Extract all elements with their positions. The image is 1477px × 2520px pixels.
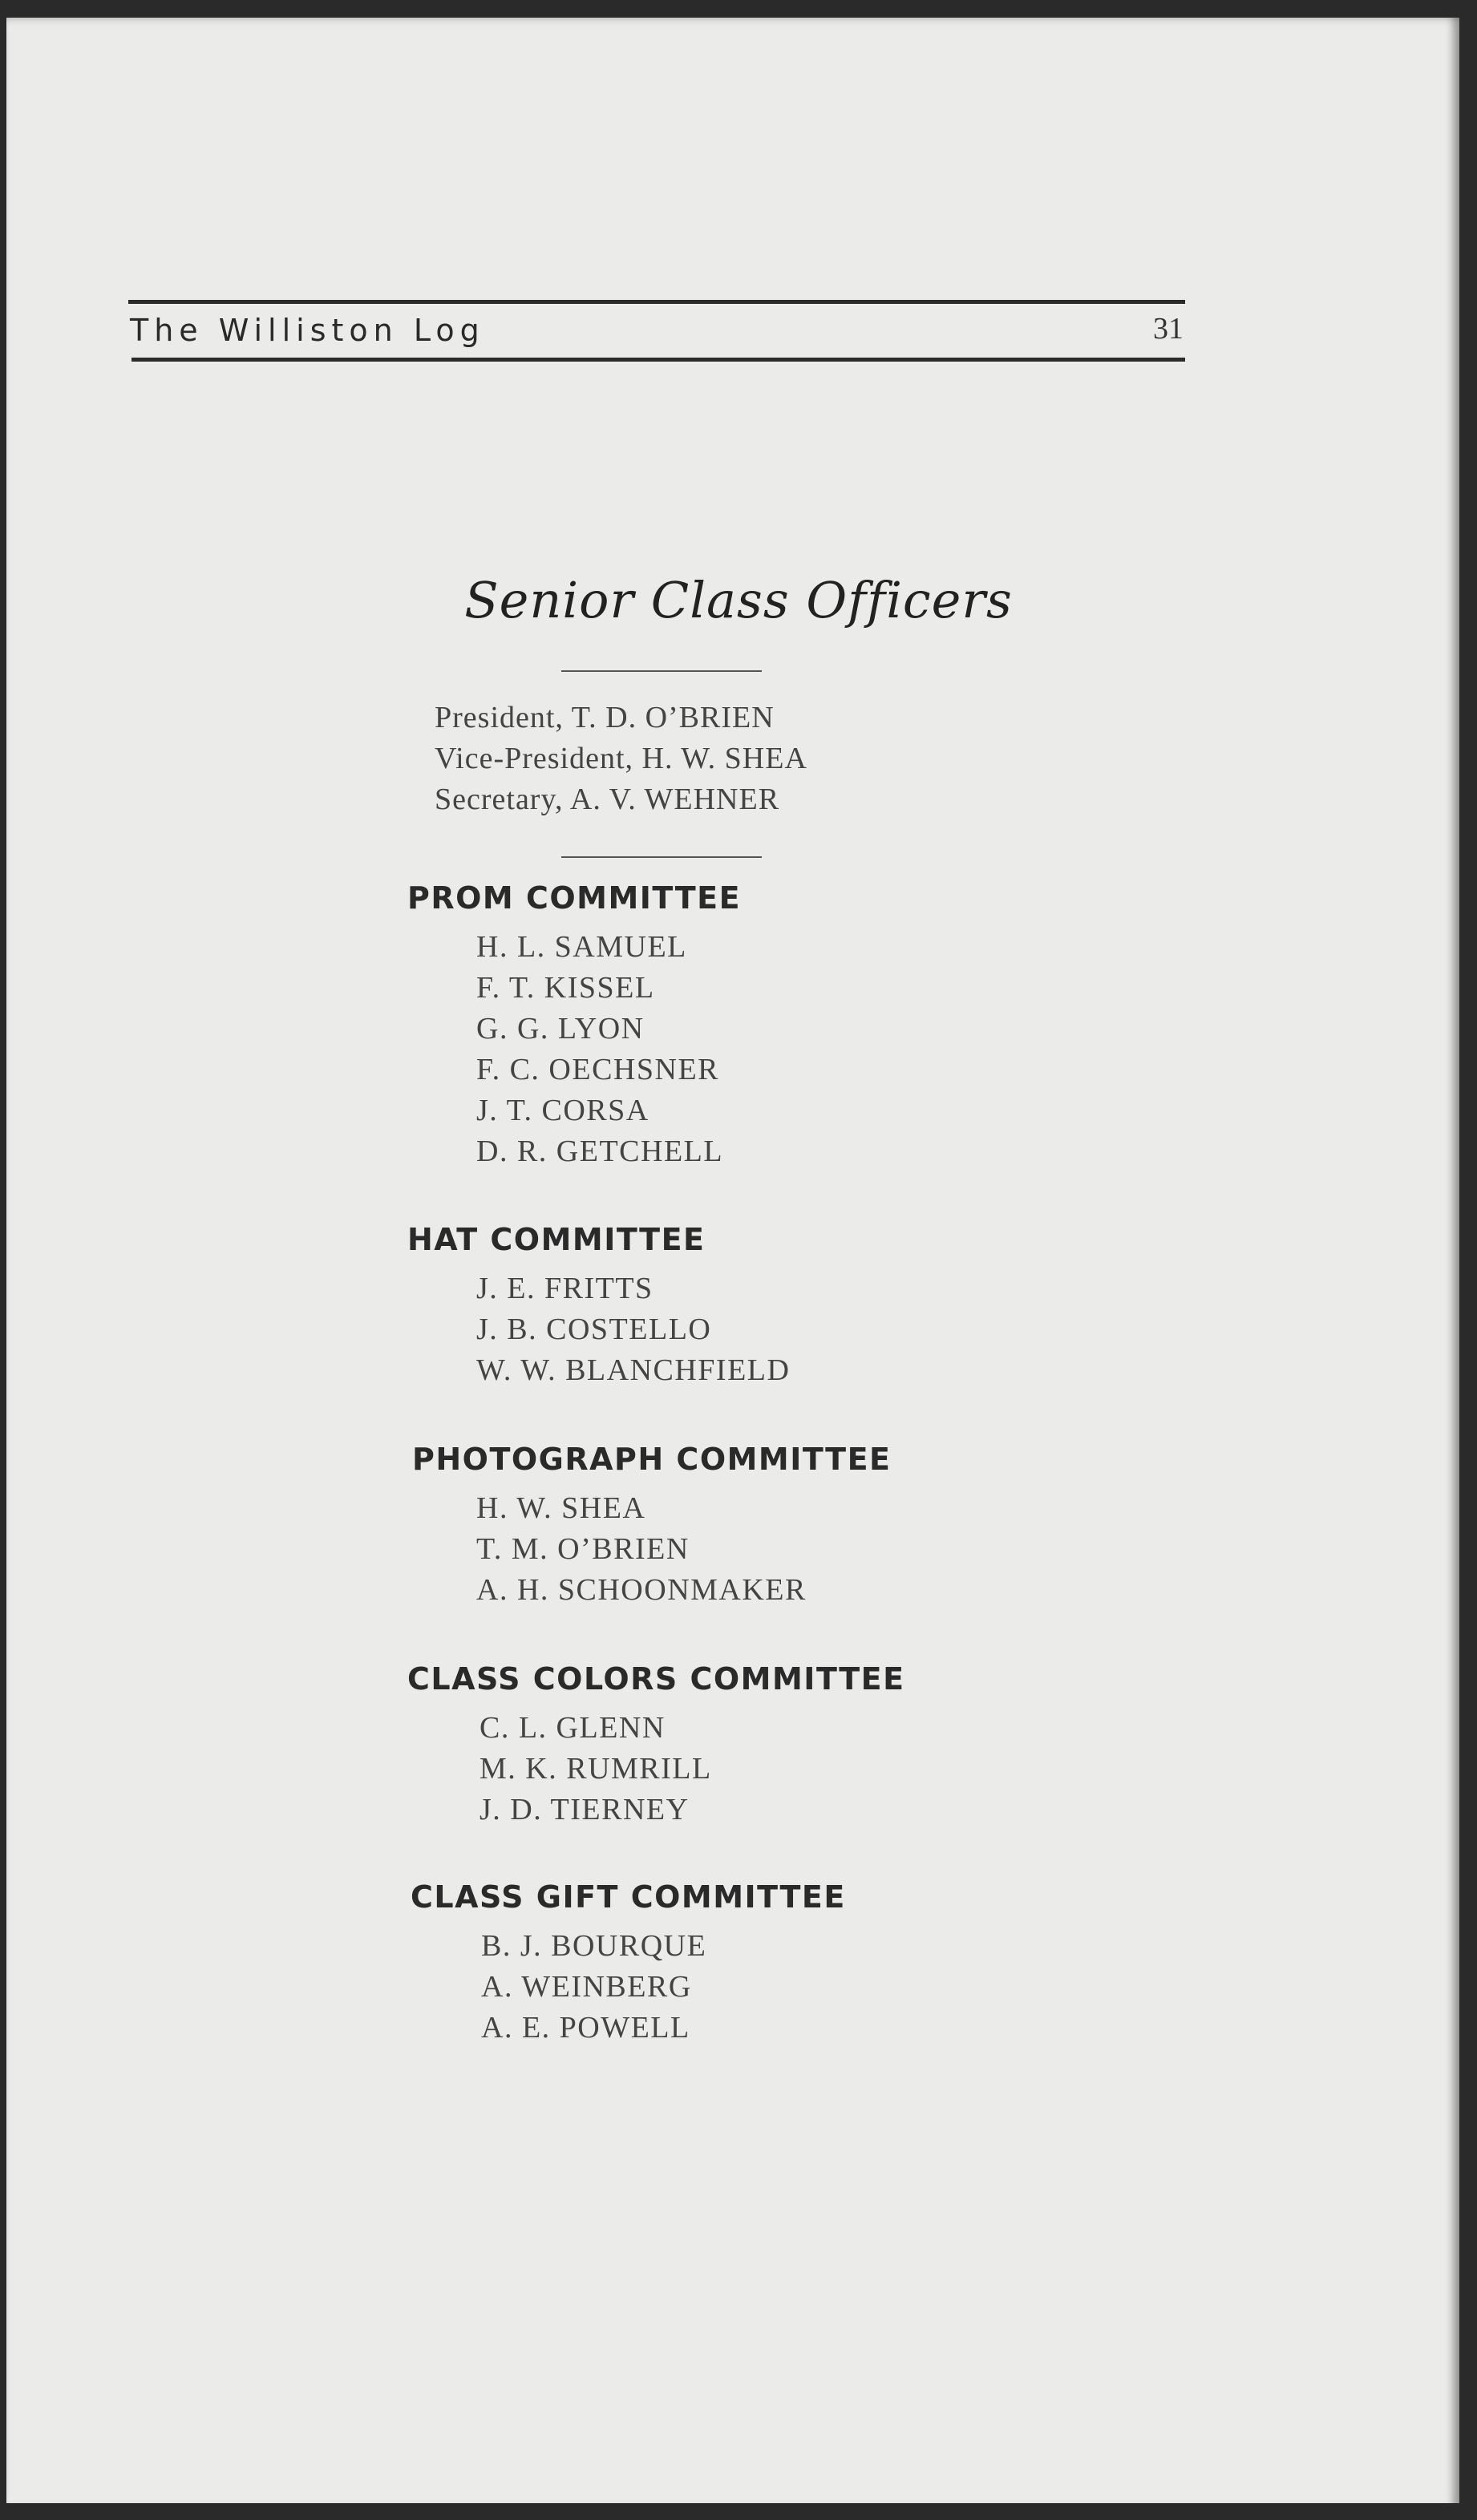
title-divider [561, 670, 762, 672]
header-rule-top [128, 300, 1185, 304]
committee-members [480, 1708, 905, 1830]
committee-member: F. T. KISSEL [476, 971, 655, 1005]
journal-name: The Williston Log [130, 313, 485, 348]
committee-member: F. C. OECHSNER [476, 1053, 720, 1086]
officer-vice-president: Vice-President, H. W. SHEA [435, 742, 807, 775]
committee-heading: PROM COMMITTEE [407, 880, 742, 916]
committee-member: M. K. RUMRILL [480, 1752, 712, 1786]
committee-class-colors [407, 1661, 905, 1830]
committee-member: C. L. GLENN [480, 1711, 666, 1745]
committee-members [476, 1268, 790, 1391]
committee-class-gift [411, 1879, 846, 2049]
committee-members [476, 1488, 892, 1611]
running-head [122, 284, 1185, 370]
committee-members [481, 1926, 846, 2049]
page-number: 31 [1153, 312, 1184, 346]
committee-heading: HAT COMMITTEE [407, 1222, 706, 1257]
committee-members [476, 927, 741, 1172]
committee-heading: CLASS COLORS COMMITTEE [407, 1661, 905, 1697]
officers-divider [561, 856, 762, 858]
committee-member: H. L. SAMUEL [476, 930, 687, 964]
committee-member: A. H. SCHOONMAKER [476, 1573, 807, 1607]
officer-president: President, T. D. O’BRIEN [435, 701, 775, 734]
committee-member: B. J. BOURQUE [481, 1929, 707, 1963]
page-title: Senior Class Officers [464, 571, 1013, 629]
committee-member: A. WEINBERG [481, 1970, 692, 2004]
officers-list [435, 698, 807, 820]
committee-member: W. W. BLANCHFIELD [476, 1353, 791, 1387]
committee-member: T. M. O’BRIEN [476, 1532, 690, 1566]
committee-heading: CLASS GIFT COMMITTEE [411, 1879, 846, 1915]
committee-member: G. G. LYON [476, 1012, 645, 1046]
committee-hat [407, 1222, 790, 1391]
committee-prom [407, 880, 741, 1172]
committee-member: J. T. CORSA [476, 1094, 649, 1127]
committee-member: A. E. POWELL [481, 2011, 690, 2045]
committee-photograph [412, 1442, 892, 1611]
header-rule-bottom [132, 358, 1185, 362]
officer-secretary: Secretary, A. V. WEHNER [435, 783, 780, 816]
committee-member: J. D. TIERNEY [480, 1793, 690, 1826]
committee-member: H. W. SHEA [476, 1491, 646, 1525]
committee-member: J. E. FRITTS [476, 1272, 654, 1305]
committee-heading: PHOTOGRAPH COMMITTEE [412, 1442, 892, 1477]
committee-member: D. R. GETCHELL [476, 1135, 724, 1168]
committee-member: J. B. COSTELLO [476, 1313, 712, 1346]
